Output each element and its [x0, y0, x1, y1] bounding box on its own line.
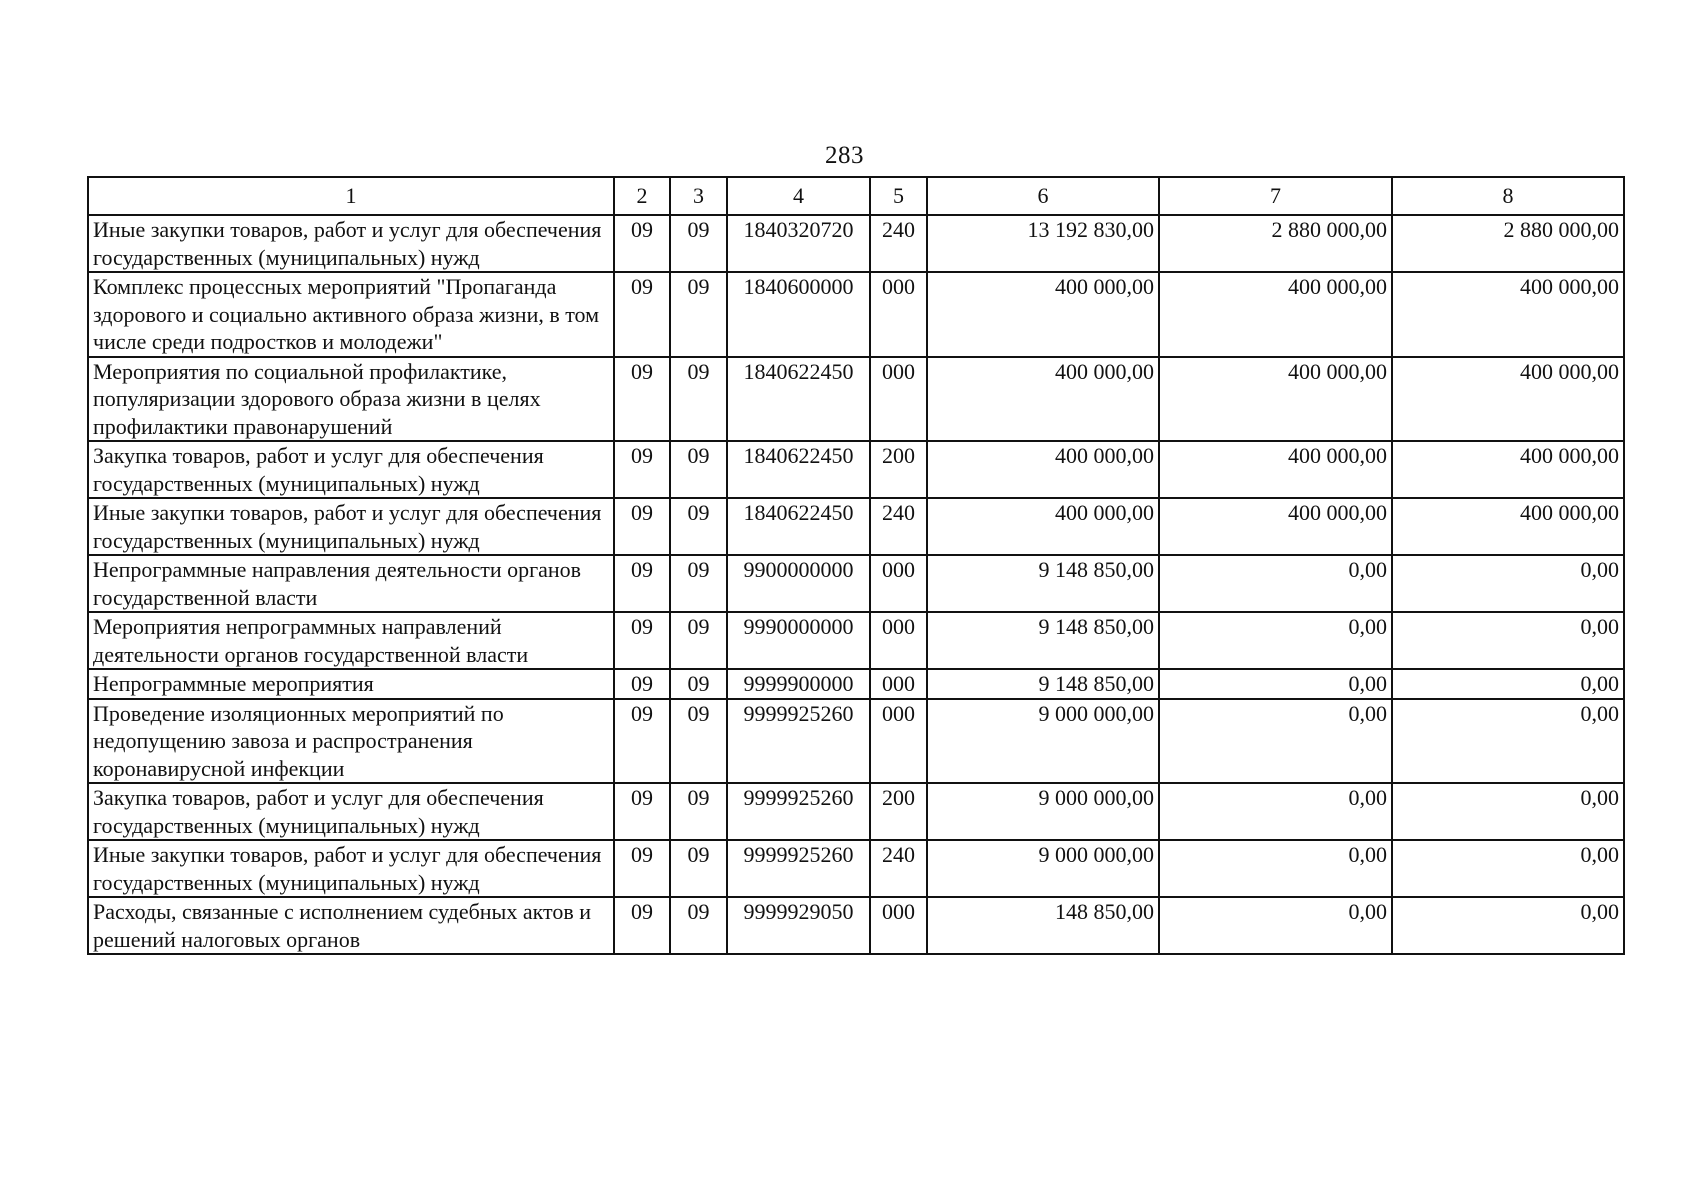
target-article-code: 9999925260 [727, 783, 870, 840]
target-article-code: 1840320720 [727, 215, 870, 272]
subsection-code: 09 [670, 840, 727, 897]
expense-type-code: 000 [870, 272, 927, 357]
row-name: Проведение изоляционных мероприятий по недопущению завоза и распространения коронавирусной инфекции [88, 699, 614, 784]
section-code: 09 [614, 840, 670, 897]
amount-col-8: 0,00 [1392, 840, 1624, 897]
table-row [88, 897, 1624, 954]
subsection-code: 09 [670, 555, 727, 612]
amount-col-8: 0,00 [1392, 669, 1624, 699]
section-code: 09 [614, 669, 670, 699]
row-name: Непрограммные мероприятия [88, 669, 614, 699]
section-code: 09 [614, 357, 670, 442]
amount-col-7: 400 000,00 [1159, 357, 1392, 442]
subsection-code: 09 [670, 699, 727, 784]
table-row [88, 215, 1624, 272]
subsection-code: 09 [670, 215, 727, 272]
header-col-6: 6 [927, 177, 1159, 215]
row-name: Иные закупки товаров, работ и услуг для обеспечения государственных (муниципальных) нужд [88, 215, 614, 272]
amount-col-7: 400 000,00 [1159, 272, 1392, 357]
amount-col-8: 0,00 [1392, 783, 1624, 840]
amount-col-8: 400 000,00 [1392, 357, 1624, 442]
table-row [88, 783, 1624, 840]
row-name: Закупка товаров, работ и услуг для обеспечения государственных (муниципальных) нужд [88, 441, 614, 498]
table-row [88, 840, 1624, 897]
amount-col-7: 0,00 [1159, 555, 1392, 612]
amount-col-6: 400 000,00 [927, 357, 1159, 442]
amount-col-8: 0,00 [1392, 612, 1624, 669]
row-name: Непрограммные направления деятельности органов государственной власти [88, 555, 614, 612]
subsection-code: 09 [670, 783, 727, 840]
amount-col-7: 2 880 000,00 [1159, 215, 1392, 272]
section-code: 09 [614, 441, 670, 498]
amount-col-6: 400 000,00 [927, 498, 1159, 555]
row-name: Закупка товаров, работ и услуг для обеспечения государственных (муниципальных) нужд [88, 783, 614, 840]
row-name: Расходы, связанные с исполнением судебных актов и решений налоговых органов [88, 897, 614, 954]
subsection-code: 09 [670, 357, 727, 442]
section-code: 09 [614, 699, 670, 784]
section-code: 09 [614, 897, 670, 954]
amount-col-6: 9 000 000,00 [927, 783, 1159, 840]
header-col-3: 3 [670, 177, 727, 215]
section-code: 09 [614, 783, 670, 840]
budget-table [87, 176, 1625, 955]
amount-col-8: 0,00 [1392, 699, 1624, 784]
target-article-code: 1840622450 [727, 441, 870, 498]
table-row [88, 272, 1624, 357]
target-article-code: 1840600000 [727, 272, 870, 357]
target-article-code: 9900000000 [727, 555, 870, 612]
table-row [88, 555, 1624, 612]
amount-col-7: 0,00 [1159, 699, 1392, 784]
amount-col-6: 9 000 000,00 [927, 840, 1159, 897]
amount-col-8: 400 000,00 [1392, 272, 1624, 357]
row-name: Комплекс процессных мероприятий "Пропаганда здорового и социально активного образа жизни, в том числе среди подростков и молодежи" [88, 272, 614, 357]
subsection-code: 09 [670, 612, 727, 669]
expense-type-code: 000 [870, 555, 927, 612]
target-article-code: 9999929050 [727, 897, 870, 954]
subsection-code: 09 [670, 897, 727, 954]
amount-col-8: 400 000,00 [1392, 498, 1624, 555]
expense-type-code: 240 [870, 840, 927, 897]
section-code: 09 [614, 555, 670, 612]
amount-col-7: 0,00 [1159, 669, 1392, 699]
target-article-code: 9999925260 [727, 840, 870, 897]
page-number: 283 [825, 142, 864, 169]
table-row [88, 669, 1624, 699]
expense-type-code: 200 [870, 783, 927, 840]
expense-type-code: 200 [870, 441, 927, 498]
amount-col-6: 13 192 830,00 [927, 215, 1159, 272]
amount-col-8: 2 880 000,00 [1392, 215, 1624, 272]
amount-col-7: 0,00 [1159, 612, 1392, 669]
header-col-7: 7 [1159, 177, 1392, 215]
target-article-code: 1840622450 [727, 357, 870, 442]
row-name: Иные закупки товаров, работ и услуг для обеспечения государственных (муниципальных) нужд [88, 840, 614, 897]
header-col-4: 4 [727, 177, 870, 215]
subsection-code: 09 [670, 498, 727, 555]
subsection-code: 09 [670, 441, 727, 498]
table-body [88, 215, 1624, 954]
header-col-2: 2 [614, 177, 670, 215]
header-row [88, 177, 1624, 215]
table-row [88, 612, 1624, 669]
amount-col-6: 9 000 000,00 [927, 699, 1159, 784]
table-row [88, 357, 1624, 442]
row-name: Мероприятия по социальной профилактике, популяризации здорового образа жизни в целях профилактики правонарушений [88, 357, 614, 442]
amount-col-6: 9 148 850,00 [927, 612, 1159, 669]
amount-col-7: 0,00 [1159, 783, 1392, 840]
target-article-code: 9999900000 [727, 669, 870, 699]
amount-col-6: 400 000,00 [927, 441, 1159, 498]
amount-col-7: 400 000,00 [1159, 441, 1392, 498]
expense-type-code: 240 [870, 498, 927, 555]
target-article-code: 1840622450 [727, 498, 870, 555]
row-name: Мероприятия непрограммных направлений деятельности органов государственной власти [88, 612, 614, 669]
expense-type-code: 240 [870, 215, 927, 272]
amount-col-8: 0,00 [1392, 555, 1624, 612]
amount-col-8: 400 000,00 [1392, 441, 1624, 498]
amount-col-7: 0,00 [1159, 897, 1392, 954]
row-name: Иные закупки товаров, работ и услуг для обеспечения государственных (муниципальных) нужд [88, 498, 614, 555]
expense-type-code: 000 [870, 897, 927, 954]
section-code: 09 [614, 612, 670, 669]
amount-col-6: 148 850,00 [927, 897, 1159, 954]
header-col-8: 8 [1392, 177, 1624, 215]
expense-type-code: 000 [870, 669, 927, 699]
section-code: 09 [614, 272, 670, 357]
section-code: 09 [614, 498, 670, 555]
amount-col-7: 0,00 [1159, 840, 1392, 897]
amount-col-6: 9 148 850,00 [927, 555, 1159, 612]
expense-type-code: 000 [870, 357, 927, 442]
expense-type-code: 000 [870, 612, 927, 669]
subsection-code: 09 [670, 669, 727, 699]
table-header [88, 177, 1624, 215]
header-col-1: 1 [88, 177, 614, 215]
amount-col-8: 0,00 [1392, 897, 1624, 954]
table-row [88, 498, 1624, 555]
table-row [88, 441, 1624, 498]
expense-type-code: 000 [870, 699, 927, 784]
amount-col-6: 400 000,00 [927, 272, 1159, 357]
header-col-5: 5 [870, 177, 927, 215]
target-article-code: 9999925260 [727, 699, 870, 784]
amount-col-6: 9 148 850,00 [927, 669, 1159, 699]
section-code: 09 [614, 215, 670, 272]
amount-col-7: 400 000,00 [1159, 498, 1392, 555]
table-row [88, 699, 1624, 784]
target-article-code: 9990000000 [727, 612, 870, 669]
subsection-code: 09 [670, 272, 727, 357]
